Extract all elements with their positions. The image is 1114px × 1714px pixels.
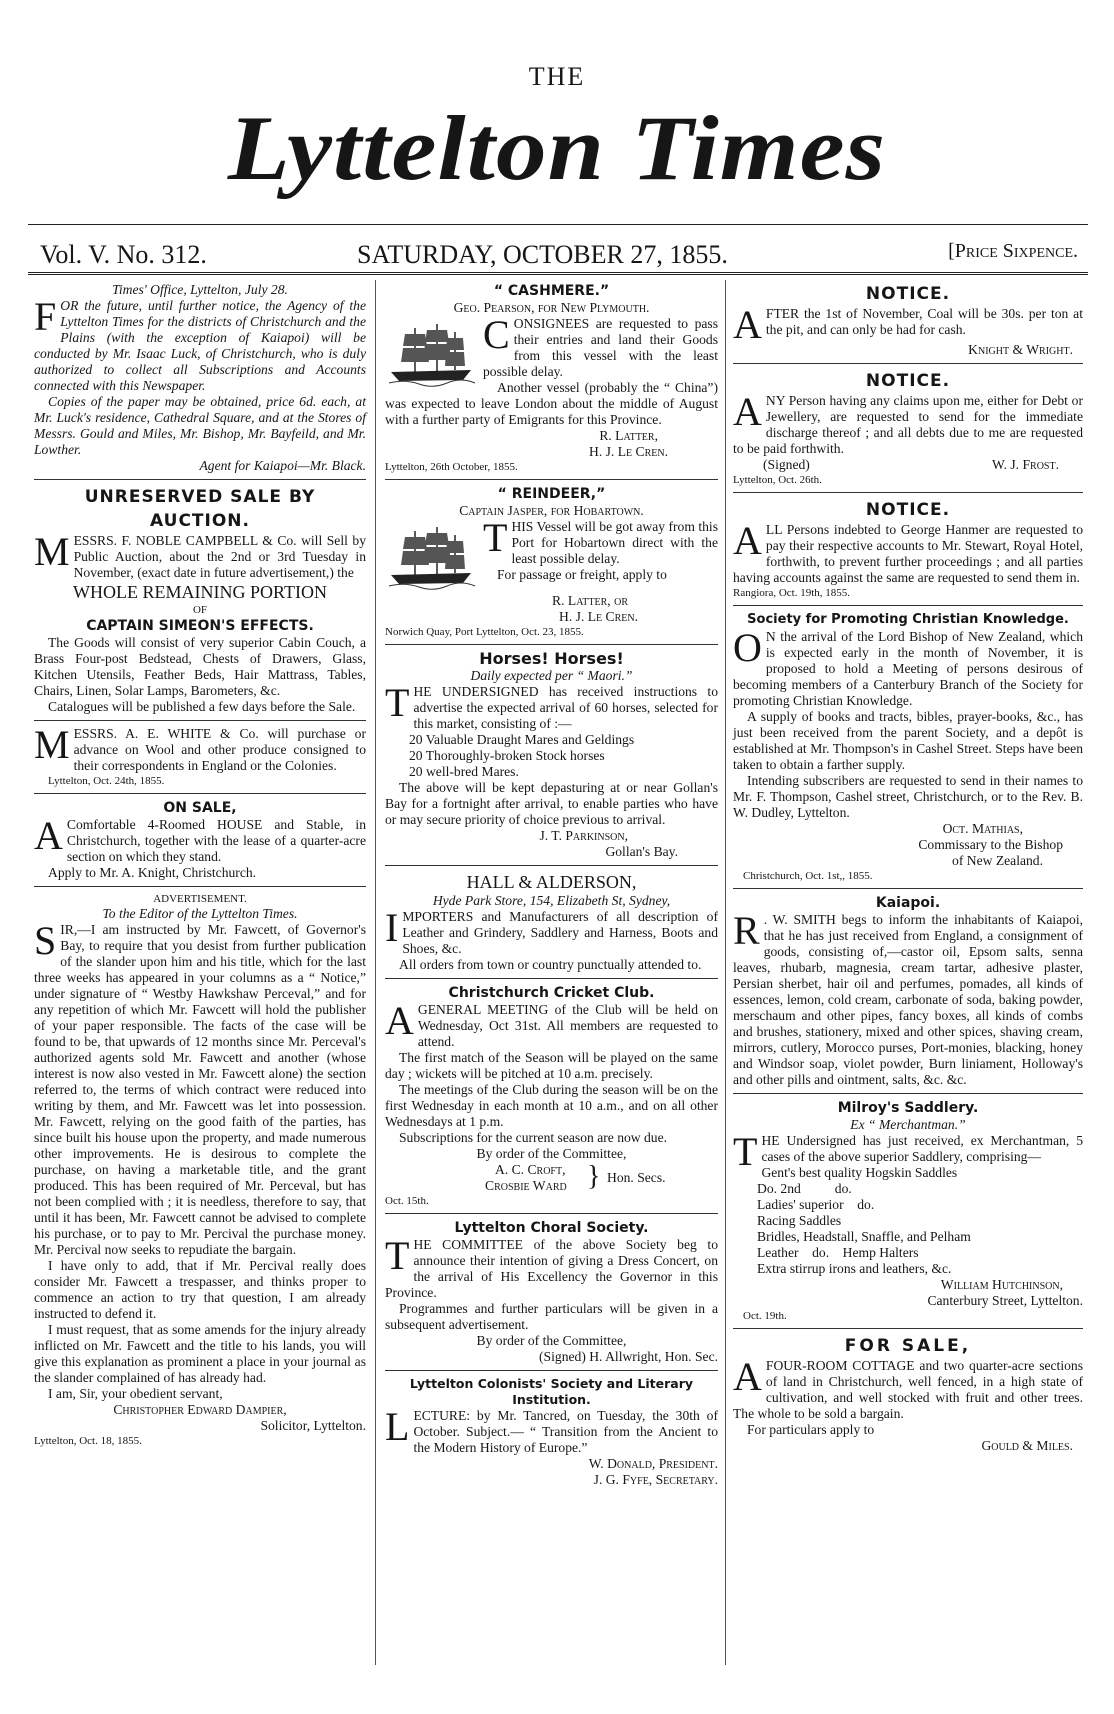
colonists-signature: W. Donald, President. [588,1456,718,1471]
reindeer-notice [385,515,718,583]
hall-subtitle: Hyde Park Store, 154, Elizabeth St, Sydney, [432,893,671,908]
column-3 [733,282,1083,1454]
coal-notice [733,302,1083,347]
separator [385,479,718,480]
separator [34,479,366,480]
debts-date: Rangiora, Oct. 19th, 1855. [733,587,851,599]
spck-signature-title: Commissary to the Bishop [918,837,1063,852]
cricket-secs: Hon. Secs. [607,1170,666,1185]
horses-subtitle: Daily expected per “ Maori.” [470,668,633,683]
milroy-item: Gent's best quality Hogskin Saddles [761,1165,958,1180]
cricket-title: Christchurch Cricket Club. [448,985,655,1001]
milroy-title: Milroy's Saddlery. [837,1100,979,1116]
notice-title: NOTICE. [865,500,951,520]
separator [733,363,1083,364]
spck-title: Society for Promoting Christian Knowledge. [747,612,1069,627]
horses-item: 20 well-bred Mares. [409,764,519,779]
debts-text: LL Persons indebted to George Hanmer are requested to pay their respective accounts to Mr. Stewart, Royal Hotel, forthwith, to prevent further proceedings ; and all parties having accounts against the same are requested to send them in. [733,522,1083,585]
claims-text: NY Person having any claims upon me, either for Debt or Jewellery, are requested to send for the immediate discharge thereof ; and all debts due to me are requested to be paid forthwith. [733,393,1083,456]
drop-cap: I [385,905,399,950]
separator [385,1213,718,1214]
cricket-signatures [385,1162,718,1194]
masthead-double-rule [28,272,1088,275]
auction-goods: The Goods will consist of very superior Cabin Couch, a Brass Four-post Bedstead, Chests of Drawers, Glass, Kitchen Utensils, Feather Beds, Hair Mattrass, Tables, Chairs, Linen, Solar Lamps, Barometers, &c. [34,635,366,698]
hall-text: MPORTERS and Manufacturers of all description of Leather and Grindery, Saddlery and Harness, Boots and Shoes, &c. [402,909,718,956]
cashmere-title: “ CASHMERE.” [493,283,610,299]
reindeer-title: “ REINDEER,” [497,486,606,502]
date-line [32,234,1088,272]
hall-text-2: All orders from town or country punctually attended to. [399,957,702,972]
agency-notice [34,294,366,394]
spck-signature: Oct. Mathias, [942,821,1023,836]
milroy-text: HE Undersigned has just received, ex Merchantman, 5 cases of the above superior Saddlery, comprising— [761,1133,1083,1164]
spck-signature-title: of New Zealand. [952,853,1043,868]
milroy-date: Oct. 19th. [743,1310,787,1322]
horses-item: 20 Valuable Draught Mares and Geldings [409,732,635,747]
debts-notice [733,518,1083,586]
horses-title: Horses! Horses! [479,649,624,668]
cricket-date: Oct. 15th. [385,1195,429,1207]
colonists-notice [385,1404,718,1456]
drop-cap: A [733,1354,762,1399]
separator [733,888,1083,889]
claims-signature-line [733,457,1083,473]
cricket-signature: Crosbie Ward [485,1178,567,1193]
horses-notice [385,680,718,732]
white-text: ESSRS. A. E. WHITE & Co. will purchase or advance on Wool and other produce consigned to their correspondents in England or the Colonies. [73,726,366,773]
claims-signature: W. J. Frost. [992,457,1059,472]
cashmere-text-2: Another vessel (probably the “ China”) was expected to leave London about the middle of August with a further party of Emigrants for this Province. [385,380,718,427]
advertisement-addressee: To the Editor of the Lyttelton Times. [102,906,298,921]
separator [733,1328,1083,1329]
cricket-notice [385,998,718,1050]
drop-cap: A [733,518,762,563]
drop-cap: T [385,680,410,725]
separator [733,605,1083,606]
for-sale-title: FOR SALE, [844,1336,972,1356]
cricket-order: By order of the Committee, [476,1146,627,1161]
agency-text: OR the future, until further notice, the Agency of the Lyttelton Times for the districts of Christchurch and the Plains (with the exception of Kaiapoi) will be conducted by Mr. Isaac Luck, of Christchurch, who is duly authorized to collect all Subscriptions and Accounts connected with this Newspaper. [34,298,366,393]
masthead-title: Lyttelton Times [227,97,887,199]
cashmere-signature: H. J. Le Cren. [589,444,668,459]
brace-icon: } [587,1161,601,1192]
claims-signed: (Signed) [763,457,810,472]
reindeer-date: Norwich Quay, Port Lyttelton, Oct. 23, 1855. [385,626,584,638]
column-divider [375,280,376,1665]
cricket-text-4: Subscriptions for the current season are now due. [399,1130,668,1145]
milroy-item: Extra stirrup irons and leathers, &c. [757,1261,952,1276]
letter-signer-title: Solicitor, Lyttelton. [260,1418,366,1433]
column-2 [385,282,718,1488]
column-1 [34,282,366,1448]
hall-notice [385,905,718,957]
colonists-signature: J. G. Fyfe, Secretary. [593,1472,718,1487]
drop-cap: T [483,515,508,560]
issue-date: SATURDAY, OCTOBER 27, 1855. [357,240,728,269]
letter-paragraph: IR,—I am instructed by Mr. Fawcett, of Governor's Bay, to require that you desist from further publication of the slander upon him and his title, which for the last three weeks has appeared in your columns as a “ Notice,” under signature of “ Westby Hawkshaw Perceval,” and for any repetition of which Mr. Fawcett will hold the publisher of your paper responsible. The facts of the case will be found to be, that upwards of 12 months since Mr. Perceval's authorized agents sold Mr. Fawcett and another (whose interest is now also vested in Mr. Fawcett alone) the section referred to, the terms of which contract were reduced into writing by them, and Mr. Fawcett was let into possession. Mr. Fawcett, relying on the good faith of the parties, has since built his house upon the property, and made numerous other improvements. He is desirous to complete the purchase, on having a marketable title, and the grant produced. This has been required of Mr. Perceval, but has not been complied with ; it is needless, therefore to say, that until it has been, Mr. Fawcett cannot be advised to complete his purchase, or to pay to Mr. Percival the purchase money. Mr. Percival now seeks to repudiate the bargain. [34,922,366,1257]
kaiapoi-text: . W. SMITH begs to inform the inhabitants of Kaiapoi, that he has just received from England, a consignment of goods, consisting of,—castor oil, Epsom salts, senna leaves, rhubarb, magnesia, cream tartar, adhesive plaster, Persian sherbet, hair oil and perfumes, pomades, all kinds of essences, lemon, cold cream, carbonate of soda, baking powder, merschaum and other pipes, fancy boxes, all kinds of combs and brushes, stationery, mixed and other spices, shaving cream, mirrors, cutlery, Morocco purses, Port-monies, blacking, honey and Windsor soap, violet powder, Burn liniament, Holloway's and other pills and ointment, salts, &c. &c. [733,912,1083,1087]
drop-cap: F [34,294,57,339]
claims-date: Lyttelton, Oct. 26th. [733,474,822,486]
cricket-text: GENERAL MEETING of the Club will be held on Wednesday, Oct 31st. All members are requested to attend. [417,1002,718,1049]
colonists-title: Lyttelton Colonists' Society and Literary Institution. [409,1376,694,1407]
drop-cap: A [733,302,762,347]
advertisement-label: ADVERTISEMENT. [153,893,247,905]
horses-signature: J. T. Parkinson, [539,828,628,843]
cashmere-signature: R. Latter, [599,428,658,443]
kaiapoi-title: Kaiapoi. [875,895,941,911]
spck-text: N the arrival of the Lord Bishop of New Zealand, which is expected early in the month of November, it is proposed to hold a Meeting of persons desirous of becoming members of a Canterbury Branch of the Society for promoting Christian Knowledge. [733,629,1083,708]
coal-text: FTER the 1st of November, Coal will be 30s. per ton at the pit, and can only be had for cash. [765,306,1083,337]
separator [385,978,718,979]
for-sale-text: FOUR-ROOM COTTAGE and two quarter-acre sections of land in Christchurch, well fenced, in a high state of cultivation, and well stocked with fruit and other trees. The whole to be sold a bargain. [733,1358,1083,1421]
separator [34,886,366,887]
choral-signature: (Signed) H. Allwright, Hon. Sec. [539,1349,718,1364]
auction-notice [34,529,366,581]
masthead-rule [28,224,1088,225]
spck-notice [733,625,1083,709]
milroy-item: Racing Saddles [757,1213,842,1228]
volume-number: Vol. V. No. 312. [40,240,207,269]
notice-title: NOTICE. [865,371,951,391]
for-sale-notice [733,1354,1083,1422]
drop-cap: C [483,312,510,357]
advertisement-letter [34,918,366,1258]
for-sale-apply: For particulars apply to [747,1422,875,1437]
letter-date: Lyttelton, Oct. 18, 1855. [34,1435,142,1447]
drop-cap: A [34,813,63,858]
drop-cap: L [385,1404,410,1449]
on-sale-notice [34,813,366,865]
notice-title: NOTICE. [865,284,951,304]
on-sale-text: Comfortable 4-Roomed HOUSE and Stable, in Christchurch, together with the lease of a quarter-acre section on which they stand. [66,817,366,864]
for-sale-signature: Gould & Miles. [981,1438,1073,1453]
milroy-address: Canterbury Street, Lyttelton. [927,1293,1083,1308]
separator [385,1370,718,1371]
reindeer-subtitle: Captain Jasper, for Hobartown. [459,503,644,518]
drop-cap: M [34,722,70,767]
drop-cap: O [733,625,762,670]
auction-effects: CAPTAIN SIMEON'S EFFECTS. [86,618,314,634]
office-dateline: Times' Office, Lyttelton, July 28. [112,282,288,297]
letter-signature: Christopher Edward Dampier, [113,1402,287,1417]
auction-heading: UNRESERVED SALE BY AUCTION. [84,487,316,531]
colonists-text: ECTURE: by Mr. Tancred, on Tuesday, the 30th of October. Subject.— “ Transition from the Ancient to the Modern History of Europe.” [413,1408,718,1455]
choral-title: Lyttelton Choral Society. [454,1220,649,1236]
spck-date: Christchurch, Oct. 1st,, 1855. [743,870,873,882]
separator [34,793,366,794]
reindeer-signature: H. J. Le Cren. [559,609,638,624]
drop-cap: S [34,918,57,963]
letter-closing: I am, Sir, your obedient servant, [48,1386,223,1401]
separator [733,1093,1083,1094]
auction-of: OF [192,604,208,616]
milroy-subtitle: Ex “ Merchantman.” [850,1117,966,1132]
column-divider [725,280,726,1665]
coal-signature: Knight & Wright. [968,342,1073,357]
cricket-text-3: The meetings of the Club during the season will be on the first Wednesday in each month at 10 a.m., and on all other Wednesdays at 1 p.m. [385,1082,718,1129]
separator [385,865,718,866]
auction-whole: WHOLE REMAINING PORTION [73,582,327,602]
claims-notice [733,389,1083,457]
copies-text: Copies of the paper may be obtained, price 6d. each, at Mr. Luck's residence, Cathedral Square, and at the Stores of Messrs. Gould and Miles, Mr. Bishop, Mr. Bayfeild, and Mr. Lowther. [34,394,366,457]
letter-paragraph: I must request, that as some amends for the injury already inflicted on Mr. Fawcett and the title to his lands, you will give this explanation as prominent a place in your journal as the slander complained of has already had. [34,1322,366,1385]
milroy-item: Ladies' superior do. [757,1197,875,1212]
choral-text: HE COMMITTEE of the above Society beg to announce their intention of giving a Dress Concert, on the arrival of His Excellency the Governor in this Province. [385,1237,718,1300]
cashmere-subtitle: Geo. Pearson, for New Plymouth. [453,300,650,315]
cricket-text-2: The first match of the Season will be played on the same day ; wickets will be pitched at 10 a.m. precisely. [385,1050,718,1081]
reindeer-text-2: For passage or freight, apply to [497,567,667,582]
kaiapoi-notice [733,908,1083,1088]
cashmere-date: Lyttelton, 26th October, 1855. [385,461,518,473]
drop-cap: A [733,389,762,434]
milroy-item: Bridles, Headstall, Snaffle, and Pelham [757,1229,971,1244]
auction-catalogues: Catalogues will be published a few days before the Sale. [48,699,356,714]
milroy-signature: William Hutchinson, [940,1277,1063,1292]
hall-title: HALL & ALDERSON, [466,872,637,892]
milroy-item: Do. 2nd do. [757,1181,852,1196]
choral-order: By order of the Committee, [476,1333,627,1348]
separator [385,644,718,645]
ship-icon [385,523,477,593]
white-notice [34,722,366,774]
drop-cap: A [385,998,414,1043]
auction-text: ESSRS. F. NOBLE CAMPBELL & Co. will Sell by Public Auction, about the 2nd or 3rd Tuesday in November, (exact date in future advertisement,) the [73,533,366,580]
cashmere-text: ONSIGNEES are requested to pass their entries and land their Goods from this vessel with the least possible delay. [483,316,718,379]
choral-notice [385,1233,718,1301]
letter-paragraph: I have only to add, that if Mr. Percival really does consider Mr. Fawcett a trespasser, and thinks proper to commence an action to try that question, I am already instructed to defend it. [34,1258,366,1321]
horses-text-2: The above will be kept depasturing at or near Gollan's Bay for a fortnight after arrival, to enable parties who have or may secure priority of choice previous to arrival. [385,780,718,827]
horses-item: 20 Thoroughly-broken Stock horses [409,748,605,763]
reindeer-signature: R. Latter, or [552,593,628,608]
cashmere-notice [385,312,718,380]
price: [Price Sixpence. [948,240,1078,262]
white-date: Lyttelton, Oct. 24th, 1855. [48,775,165,787]
horses-location: Gollan's Bay. [605,844,678,859]
reindeer-text: HIS Vessel will be got away from this Port for Hobartown direct with the least possible delay. [511,519,718,566]
cricket-signature: A. C. Croft, [495,1162,566,1177]
separator [733,492,1083,493]
separator [34,720,366,721]
on-sale-heading: ON SALE, [163,800,237,816]
spck-text-3: Intending subscribers are requested to send in their names to Mr. F. Thompson, Cashel street, Christchurch, or to the Rev. B. W. Dudley, Lyttelton. [733,773,1083,820]
ship-icon [385,320,477,390]
drop-cap: T [385,1233,410,1278]
drop-cap: T [733,1129,758,1174]
drop-cap: R [733,908,760,953]
choral-text-2: Programmes and further particulars will be given in a subsequent advertisement. [385,1301,718,1332]
drop-cap: M [34,529,70,574]
horses-text: HE UNDERSIGNED has received instructions to advertise the expected arrival of 60 horses, selected for this market, consisting of :— [413,684,718,731]
spck-text-2: A supply of books and tracts, bibles, prayer-books, &c., has just been received from the parent Society, and a depôt is established at Mr. Thompson's in Cashel Street. Steps have been taken to obtain a farther supply. [733,709,1083,772]
masthead-the: THE [528,62,586,91]
agent-kaiapoi: Agent for Kaiapoi—Mr. Black. [199,458,366,473]
milroy-item: Leather do. Hemp Halters [757,1245,919,1260]
on-sale-apply: Apply to Mr. A. Knight, Christchurch. [48,865,257,880]
